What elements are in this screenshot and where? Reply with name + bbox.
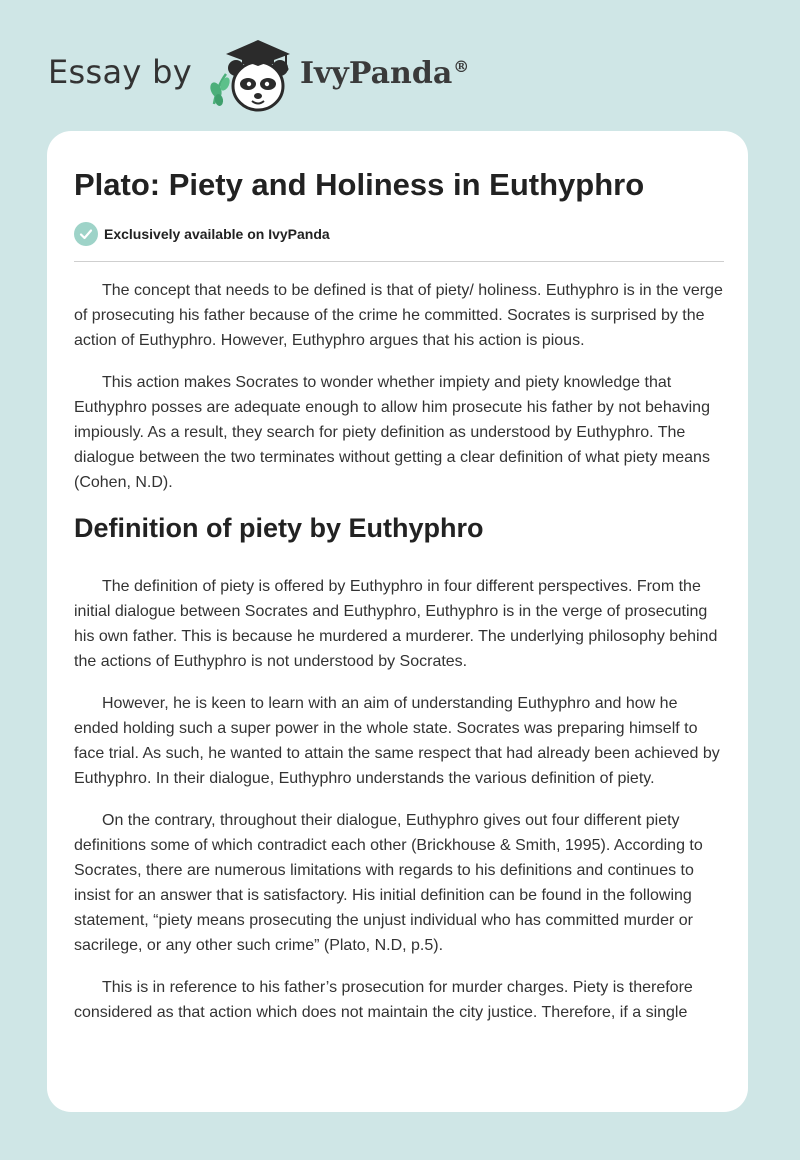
section-heading: Definition of piety by Euthyphro <box>74 513 484 543</box>
paragraph: However, he is keen to learn with an aim of understanding Euthyphro and how he ended holding such a super power in the whole state. Socrates was preparing himself to face trial. As such, he wanted to attain the same respect that had already been achieved by Euthyphro. In their dialogue, Euthyphro understands the various definition of piety. <box>74 695 720 787</box>
brand-registered-mark: ® <box>453 56 470 76</box>
essay-card <box>47 131 748 1112</box>
divider <box>74 261 724 262</box>
brand-prefix: Essay by <box>48 53 192 91</box>
paragraph: This action makes Socrates to wonder whether impiety and piety knowledge that Euthyphro posses are adequate enough to allow him prosecute his father by not behaving impiously. As a result, they search for piety definition as understood by Euthyphro. The dialogue between the two terminates without getting a clear definition of what piety means (Cohen, N.D). <box>74 374 710 491</box>
paragraph: The concept that needs to be defined is that of piety/ holiness. Euthyphro is in the verge of prosecuting his father because of the crime he committed. Socrates is surprised by the action of Euthyphro. However, Euthyphro argues that his action is pious. <box>74 282 723 349</box>
availability-text: Exclusively available on IvyPanda <box>104 226 330 242</box>
brand-name <box>300 56 469 91</box>
brand-name-text: IvyPanda <box>299 55 453 91</box>
paragraph: The definition of piety is offered by Euthyphro in four different perspectives. From the initial dialogue between Socrates and Euthyphro, Euthyphro is in the verge of prosecuting his own father. This is because he murdered a murderer. The underlying philosophy behind the actions of Euthyphro is not understood by Socrates. <box>74 578 718 670</box>
essay-body <box>74 278 724 1042</box>
site-brand[interactable] <box>48 34 469 114</box>
availability-badge <box>74 222 330 246</box>
page-title: Plato: Piety and Holiness in Euthyphro <box>74 167 645 202</box>
panda-logo-icon <box>206 34 298 114</box>
paragraph: On the contrary, throughout their dialogue, Euthyphro gives out four different piety definitions some of which contradict each other (Brickhouse & Smith, 1995). According to Socrates, there are numerous limitations with regards to his definitions and continues to insist for an answer that is satisfactory. His initial definition can be found in the following statement, “piety means prosecuting the unjust individual who has committed murder or sacrilege, or any other such crime” (Plato, N.D, p.5). <box>74 812 703 954</box>
paragraph: This is in reference to his father’s prosecution for murder charges. Piety is therefore considered as that action which does not maintain the city justice. Therefore, if a single <box>74 979 693 1021</box>
check-icon <box>74 222 98 246</box>
